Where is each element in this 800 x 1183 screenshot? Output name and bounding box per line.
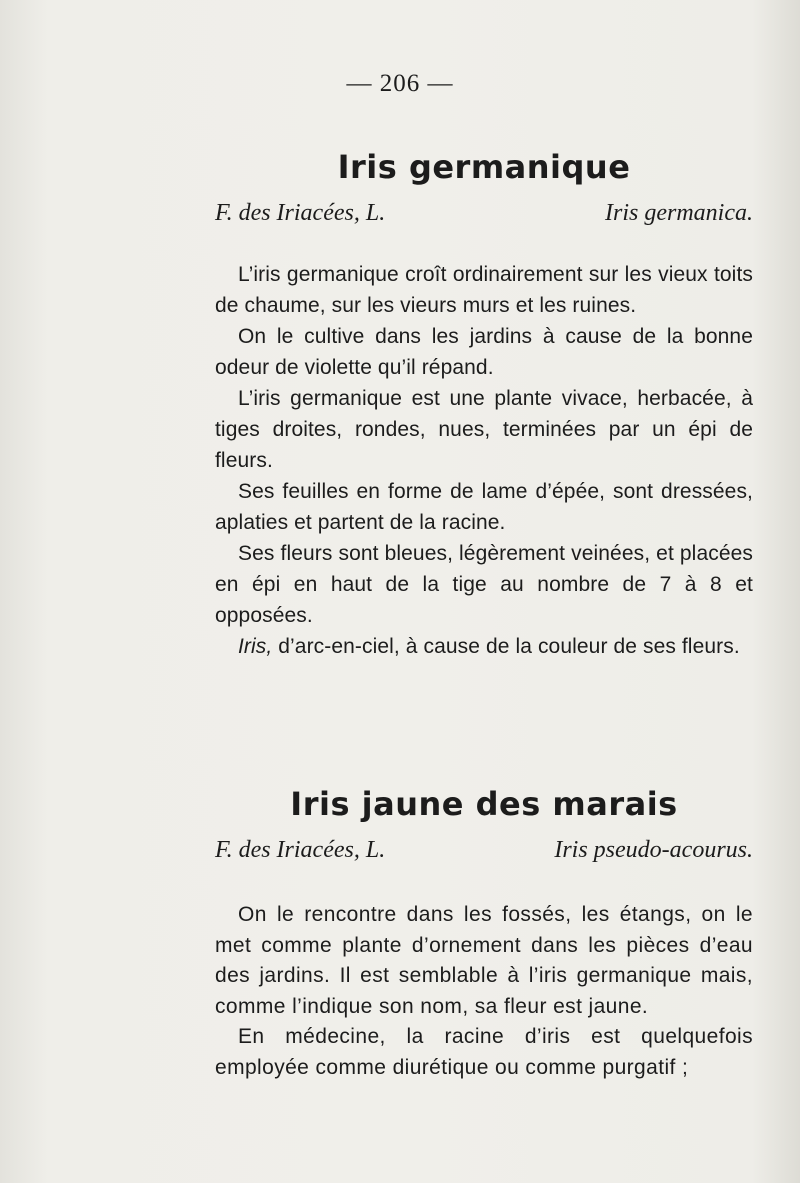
section-iris-germanique bbox=[215, 148, 753, 662]
family-name: F. des Iriacées, L. bbox=[215, 837, 386, 863]
family-name: F. des Iriacées, L. bbox=[215, 200, 386, 226]
paragraph: Ses fleurs sont bleues, légèrement veinées, et placées en épi en haut de la tige au nombre de 7 à 8 et opposées. bbox=[215, 542, 753, 627]
section-meta bbox=[215, 837, 753, 864]
paragraph: L’iris germanique croît ordinairement sur les vieux toits de chaume, sur les vieurs murs et les ruines. bbox=[215, 263, 753, 317]
section-title: Iris germanique bbox=[337, 148, 631, 186]
paragraph: On le cultive dans les jardins à cause de la bonne odeur de violette qu’il répand. bbox=[215, 325, 753, 379]
latin-name: Iris pseudo-acourus. bbox=[554, 837, 753, 863]
paragraph: En médecine, la racine d’iris est quelquefois employée comme diurétique ou comme purgatif ; bbox=[215, 1025, 753, 1079]
section-iris-jaune bbox=[215, 785, 753, 1083]
paragraph: L’iris germanique est une plante vivace, herbacée, à tiges droites, rondes, nues, terminées par un épi de fleurs. bbox=[215, 387, 753, 472]
page-number: — 206 — bbox=[346, 70, 454, 97]
latin-name: Iris germanica. bbox=[605, 200, 753, 226]
italic-term: Iris, bbox=[238, 635, 273, 658]
paragraph: On le rencontre dans les fossés, les étangs, on le met comme plante d’ornement dans les pièces d’eau des jardins. Il est semblable à l’iris germanique mais, comme l’indique son nom, sa fleur est jaune. bbox=[215, 903, 753, 1018]
section-title: Iris jaune des marais bbox=[290, 785, 678, 823]
paragraph bbox=[215, 631, 753, 662]
section-meta bbox=[215, 200, 753, 227]
paragraph: Ses feuilles en forme de lame d’épée, sont dressées, aplaties et partent de la racine. bbox=[215, 480, 753, 534]
paragraph-text: d’arc-en-ciel, à cause de la couleur de ses fleurs. bbox=[272, 635, 740, 658]
